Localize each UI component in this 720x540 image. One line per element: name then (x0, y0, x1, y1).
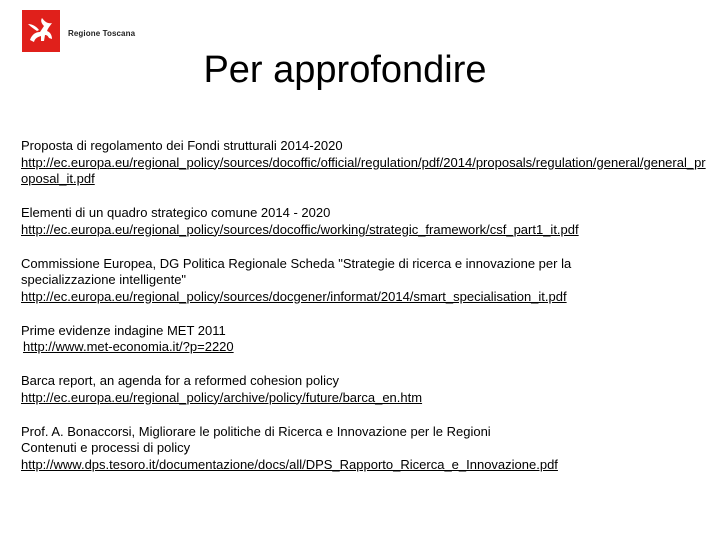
pegasus-icon (22, 10, 60, 52)
reference-item (21, 138, 711, 188)
regione-toscana-logo (22, 10, 60, 52)
reference-title: Commissione Europea, DG Politica Regionale Scheda "Strategie di ricerca e innovazione per la (21, 255, 572, 271)
reference-title-continued: specializzazione intelligente" (21, 272, 187, 287)
reference-title: Prime evidenze indagine MET 2011 (21, 322, 226, 338)
reference-link[interactable]: http://ec.europa.eu/regional_policy/sources/docgener/informat/2014/smart_specialisation_it.pdf (21, 288, 567, 304)
reference-link[interactable]: http://ec.europa.eu/regional_policy/sources/docoffic/official/regulation/pdf/2014/proposals/regulation/general/general_proposal_it.pdf (21, 154, 706, 186)
reference-title: Prof. A. Bonaccorsi, Migliorare le politiche di Ricerca e Innovazione per le Regioni (21, 423, 491, 439)
logo-text: Regione Toscana (68, 29, 136, 38)
reference-item (21, 373, 711, 406)
reference-title: Barca report, an agenda for a reformed cohesion policy (21, 373, 339, 388)
references-list (21, 138, 711, 491)
reference-link[interactable]: http://www.met-economia.it/?p=2220 (23, 339, 234, 354)
reference-item (21, 424, 711, 474)
reference-link[interactable]: http://ec.europa.eu/regional_policy/archive/policy/future/barca_en.htm (21, 389, 423, 405)
reference-title: Elementi di un quadro strategico comune 2014 - 2020 (21, 205, 331, 220)
reference-link[interactable]: http://ec.europa.eu/regional_policy/sources/docoffic/working/strategic_framework/csf_part1_it.pdf (21, 221, 579, 237)
reference-item (21, 256, 711, 306)
reference-item (21, 205, 711, 238)
reference-link[interactable]: http://www.dps.tesoro.it/documentazione/docs/all/DPS_Rapporto_Ricerca_e_Innovazione.pdf (21, 456, 558, 472)
reference-title: Proposta di regolamento dei Fondi strutturali 2014-2020 (21, 138, 343, 153)
reference-title-continued: Contenuti e processi di policy (21, 440, 191, 455)
page-title: Per approfondire (203, 49, 487, 91)
reference-item (21, 323, 711, 356)
